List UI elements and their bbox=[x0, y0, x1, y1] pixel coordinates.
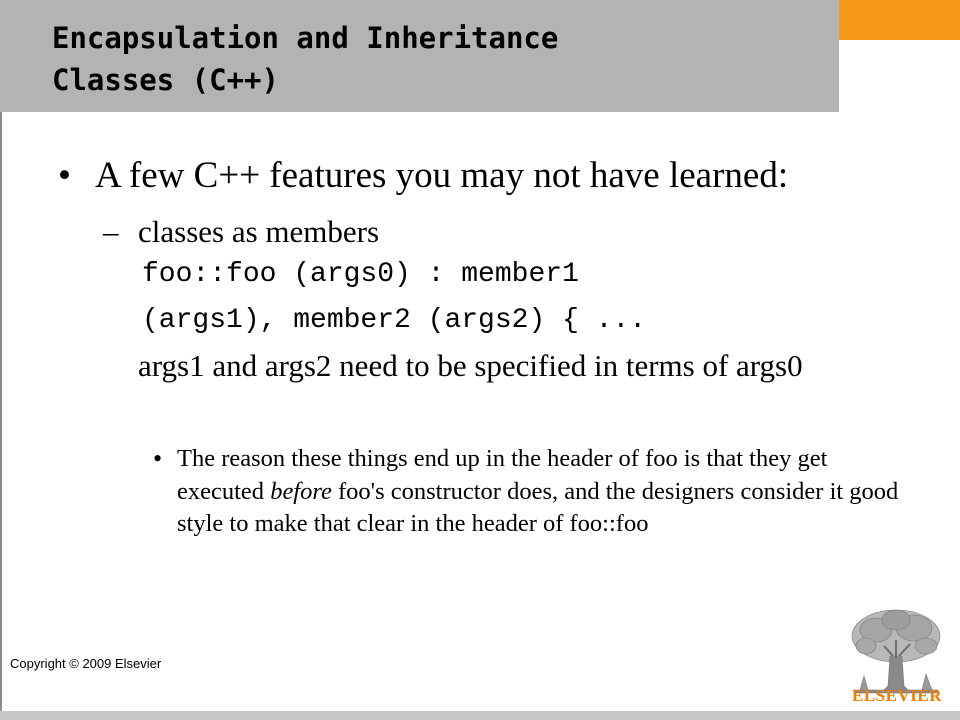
slide-title-line-2: Classes (C++) bbox=[52, 63, 279, 97]
detail-text-part-1: The reason these things end up in the header of foo is that they get executed bbox=[177, 445, 828, 505]
copyright-notice: Copyright © 2009 Elsevier bbox=[10, 656, 162, 671]
title-bar bbox=[0, 0, 839, 112]
bullet-level-2-text: classes as members bbox=[138, 214, 380, 249]
slide-title-line-1: Encapsulation and Inheritance bbox=[52, 21, 559, 55]
bullet-level-1-text: A few C++ features you may not have learned: bbox=[95, 155, 789, 196]
code-line-1: foo::foo (args0) : member1 bbox=[142, 259, 579, 290]
dash-bullet-icon: – bbox=[103, 214, 119, 249]
detail-text-part-2: foo's constructor does, and the designers consider it good style to make that clear in the header of foo::foo bbox=[177, 477, 899, 537]
bottom-strip bbox=[0, 711, 960, 720]
code-line-2: (args1), member2 (args2) { ... bbox=[142, 305, 647, 336]
small-bullet-dot-icon: • bbox=[153, 444, 163, 473]
slide-title bbox=[52, 17, 822, 101]
orange-accent-bar bbox=[839, 0, 960, 40]
bullet-dot-icon: • bbox=[58, 155, 71, 196]
detail-emphasis: before bbox=[270, 477, 332, 505]
explanation-paragraph: args1 and args2 need to be specified in terms of args0 bbox=[138, 348, 803, 383]
elsevier-logo-text: ELSEVIER bbox=[852, 686, 942, 705]
bullet-level-3-text bbox=[177, 443, 917, 541]
